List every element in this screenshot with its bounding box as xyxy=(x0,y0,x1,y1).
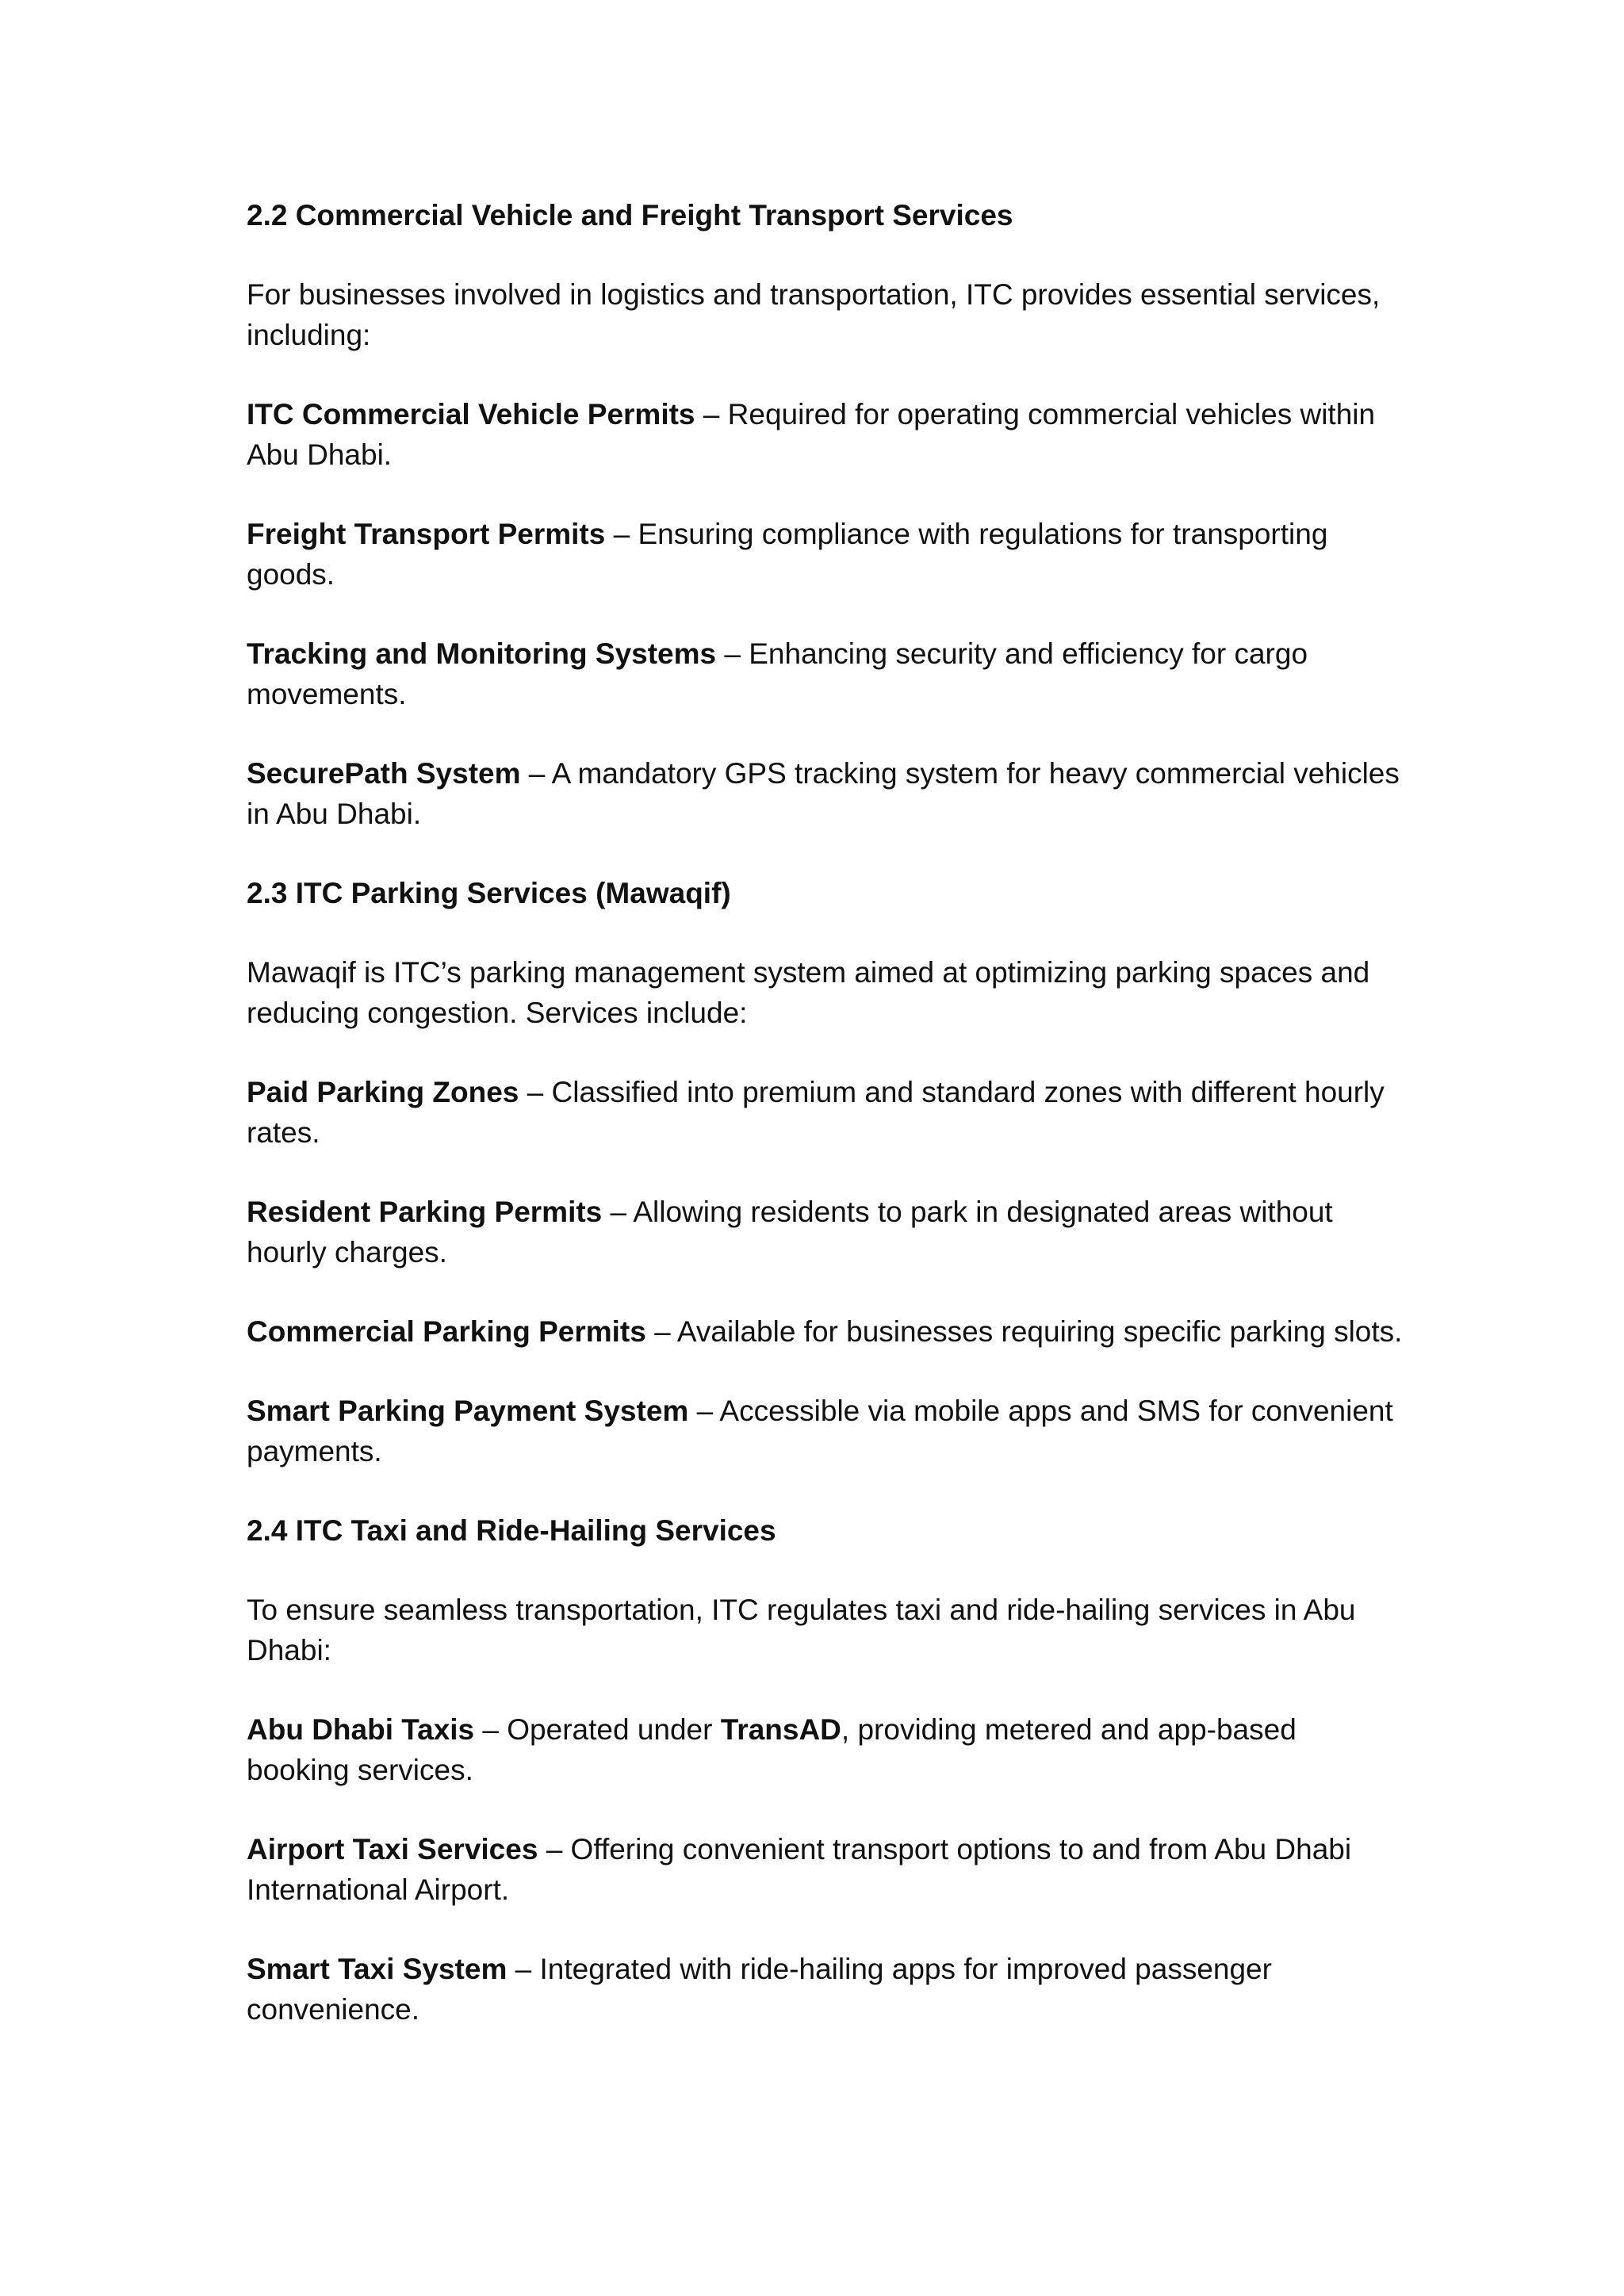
item-text: – Ensuring compliance with regulations for transporting goods. xyxy=(247,518,1328,591)
list-item xyxy=(247,1311,1404,1352)
item-term: Tracking and Monitoring Systems xyxy=(247,637,717,670)
list-item xyxy=(247,514,1404,595)
item-text: , providing metered and app-based booking services. xyxy=(247,1713,1297,1786)
item-term: Paid Parking Zones xyxy=(247,1076,519,1108)
item-term: Commercial Parking Permits xyxy=(247,1315,646,1348)
item-term: Abu Dhabi Taxis xyxy=(247,1713,475,1746)
list-item xyxy=(247,1829,1404,1910)
item-text: – Allowing residents to park in designated areas without hourly charges. xyxy=(247,1196,1333,1269)
list-item xyxy=(247,394,1404,475)
section-intro-2-4: To ensure seamless transportation, ITC regulates taxi and ride-hailing services in Abu Dhabi: xyxy=(247,1594,1356,1667)
item-term: SecurePath System xyxy=(247,757,521,790)
document-page xyxy=(247,195,1404,2068)
list-item xyxy=(247,1709,1404,1790)
item-term: Airport Taxi Services xyxy=(247,1833,538,1866)
item-term: Resident Parking Permits xyxy=(247,1196,603,1228)
section-intro-2-3: Mawaqif is ITC’s parking management system aimed at optimizing parking spaces and reducing congestion. Services include: xyxy=(247,956,1370,1029)
item-term: ITC Commercial Vehicle Permits xyxy=(247,398,695,430)
list-item xyxy=(247,1192,1404,1272)
section-heading-2-4: 2.4 ITC Taxi and Ride-Hailing Services xyxy=(247,1514,776,1547)
item-term: Smart Taxi System xyxy=(247,1953,508,1985)
list-item xyxy=(247,753,1404,834)
list-item xyxy=(247,1072,1404,1153)
list-item xyxy=(247,1949,1404,2030)
item-text: – A mandatory GPS tracking system for heavy commercial vehicles in Abu Dhabi. xyxy=(247,757,1400,830)
item-term: Freight Transport Permits xyxy=(247,518,606,550)
item-text: – Offering convenient transport options to and from Abu Dhabi International Airport. xyxy=(247,1833,1352,1906)
item-term: Smart Parking Payment System xyxy=(247,1395,689,1427)
section-heading-2-3: 2.3 ITC Parking Services (Mawaqif) xyxy=(247,877,731,909)
item-text: – Enhancing security and efficiency for cargo movements. xyxy=(247,637,1308,710)
list-item xyxy=(247,1391,1404,1471)
item-text-before: – Operated under xyxy=(474,1713,721,1746)
item-text: – Required for operating commercial vehicles within Abu Dhabi. xyxy=(247,398,1376,471)
list-item xyxy=(247,633,1404,714)
item-text: – Integrated with ride-hailing apps for improved passenger convenience. xyxy=(247,1953,1272,2026)
item-text: – Accessible via mobile apps and SMS for convenient payments. xyxy=(247,1395,1393,1468)
section-intro-2-2: For businesses involved in logistics and transportation, ITC provides essential services, including: xyxy=(247,278,1381,351)
inline-bold-term: TransAD xyxy=(720,1713,841,1746)
section-heading-2-2: 2.2 Commercial Vehicle and Freight Transport Services xyxy=(247,199,1013,232)
item-text: – Classified into premium and standard zones with different hourly rates. xyxy=(247,1076,1385,1149)
item-text: – Available for businesses requiring specific parking slots. xyxy=(645,1315,1403,1348)
